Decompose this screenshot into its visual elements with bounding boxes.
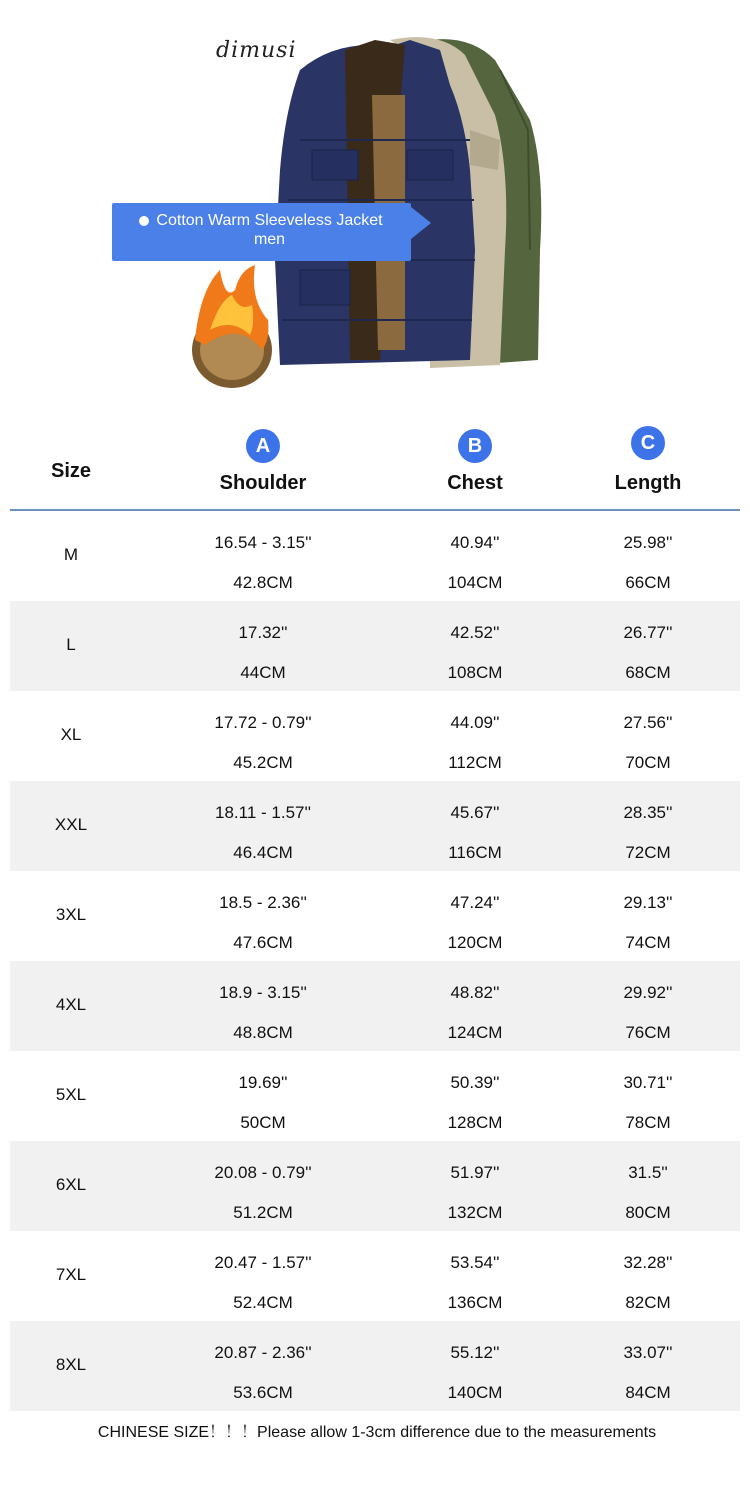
header-shoulder: Shoulder <box>219 472 307 494</box>
size-cell: XXL <box>54 815 88 834</box>
bullet-dot-icon <box>139 216 149 226</box>
badge-c-icon: C <box>631 426 665 460</box>
length-cm: 72CM <box>625 843 671 862</box>
shoulder-cm: 50CM <box>240 1113 286 1132</box>
table-row <box>10 871 740 961</box>
size-cell: 8XL <box>55 1355 87 1374</box>
shoulder-inch: 20.47 - 1.57'' <box>214 1253 312 1272</box>
size-footnote: CHINESE SIZE！！！Please allow 1-3cm difference due to the measurements <box>97 1424 657 1441</box>
shoulder-inch: 20.08 - 0.79'' <box>214 1163 312 1182</box>
product-callout <box>112 203 411 261</box>
shoulder-cm: 52.4CM <box>233 1293 293 1312</box>
table-row <box>10 961 740 1051</box>
length-cm: 82CM <box>625 1293 671 1312</box>
chest-inch: 53.54'' <box>450 1253 500 1272</box>
chest-cm: 108CM <box>447 663 503 682</box>
length-cm: 66CM <box>625 573 671 592</box>
length-inch: 28.35'' <box>623 803 673 822</box>
length-cm: 76CM <box>625 1023 671 1042</box>
size-cell: 5XL <box>55 1085 87 1104</box>
size-cell: L <box>66 635 76 654</box>
length-inch: 25.98'' <box>623 533 673 552</box>
chest-inch: 45.67'' <box>450 803 500 822</box>
length-inch: 29.92'' <box>623 983 673 1002</box>
badge-a-icon: A <box>246 429 280 463</box>
length-inch: 30.71'' <box>623 1073 673 1092</box>
shoulder-cm: 51.2CM <box>233 1203 293 1222</box>
badge-b-icon: B <box>458 429 492 463</box>
length-cm: 84CM <box>625 1383 671 1402</box>
length-cm: 78CM <box>625 1113 671 1132</box>
table-row <box>10 601 740 691</box>
chest-cm: 132CM <box>447 1203 503 1222</box>
callout-arrow <box>411 207 431 239</box>
shoulder-inch: 17.32'' <box>238 623 288 642</box>
shoulder-inch: 17.72 - 0.79'' <box>214 713 312 732</box>
chest-cm: 128CM <box>447 1113 503 1132</box>
shoulder-cm: 53.6CM <box>233 1383 293 1402</box>
length-inch: 27.56'' <box>623 713 673 732</box>
chest-inch: 48.82'' <box>450 983 500 1002</box>
header-chest: Chest <box>447 472 503 494</box>
length-inch: 29.13'' <box>623 893 673 912</box>
size-cell: 3XL <box>55 905 87 924</box>
size-cell: 6XL <box>55 1175 87 1194</box>
table-row <box>10 1321 740 1411</box>
size-cell: XL <box>60 725 82 744</box>
table-row <box>10 691 740 781</box>
size-table-header <box>10 420 740 510</box>
length-cm: 68CM <box>625 663 671 682</box>
chest-inch: 47.24'' <box>450 893 500 912</box>
size-table-body <box>10 511 740 1411</box>
header-size: Size <box>50 460 92 482</box>
size-cell: M <box>63 545 79 564</box>
length-cm: 74CM <box>625 933 671 952</box>
table-row <box>10 781 740 871</box>
length-inch: 31.5'' <box>628 1163 668 1182</box>
chest-cm: 140CM <box>447 1383 503 1402</box>
length-cm: 80CM <box>625 1203 671 1222</box>
shoulder-cm: 47.6CM <box>233 933 293 952</box>
chest-cm: 124CM <box>447 1023 503 1042</box>
chest-inch: 50.39'' <box>450 1073 500 1092</box>
header-length: Length <box>614 472 682 494</box>
brand-logo: dimusi <box>216 38 297 63</box>
shoulder-cm: 46.4CM <box>233 843 293 862</box>
chest-inch: 51.97'' <box>450 1163 500 1182</box>
length-inch: 33.07'' <box>623 1343 673 1362</box>
chest-cm: 120CM <box>447 933 503 952</box>
chest-cm: 116CM <box>448 843 502 862</box>
table-row <box>10 1141 740 1231</box>
shoulder-cm: 48.8CM <box>233 1023 293 1042</box>
callout-text: Cotton Warm Sleeveless Jacket men <box>156 212 383 248</box>
product-hero <box>0 0 750 410</box>
size-cell: 4XL <box>55 995 87 1014</box>
chest-cm: 136CM <box>447 1293 503 1312</box>
shoulder-inch: 18.11 - 1.57'' <box>215 803 311 822</box>
shoulder-cm: 45.2CM <box>233 753 293 772</box>
table-row <box>10 1051 740 1141</box>
table-row <box>10 511 740 601</box>
chest-inch: 55.12'' <box>450 1343 500 1362</box>
shoulder-cm: 42.8CM <box>233 573 293 592</box>
shoulder-cm: 44CM <box>240 663 286 682</box>
chest-inch: 40.94'' <box>450 533 500 552</box>
length-inch: 32.28'' <box>623 1253 673 1272</box>
chest-inch: 44.09'' <box>450 713 500 732</box>
shoulder-inch: 19.69'' <box>238 1073 288 1092</box>
length-inch: 26.77'' <box>623 623 673 642</box>
length-cm: 70CM <box>625 753 671 772</box>
shoulder-inch: 18.9 - 3.15'' <box>219 983 307 1002</box>
table-row <box>10 1231 740 1321</box>
chest-cm: 104CM <box>447 573 503 592</box>
size-cell: 7XL <box>55 1265 87 1284</box>
shoulder-inch: 16.54 - 3.15'' <box>214 533 312 552</box>
shoulder-inch: 18.5 - 2.36'' <box>219 893 307 912</box>
chest-cm: 112CM <box>448 753 502 772</box>
chest-inch: 42.52'' <box>450 623 500 642</box>
shoulder-inch: 20.87 - 2.36'' <box>214 1343 312 1362</box>
